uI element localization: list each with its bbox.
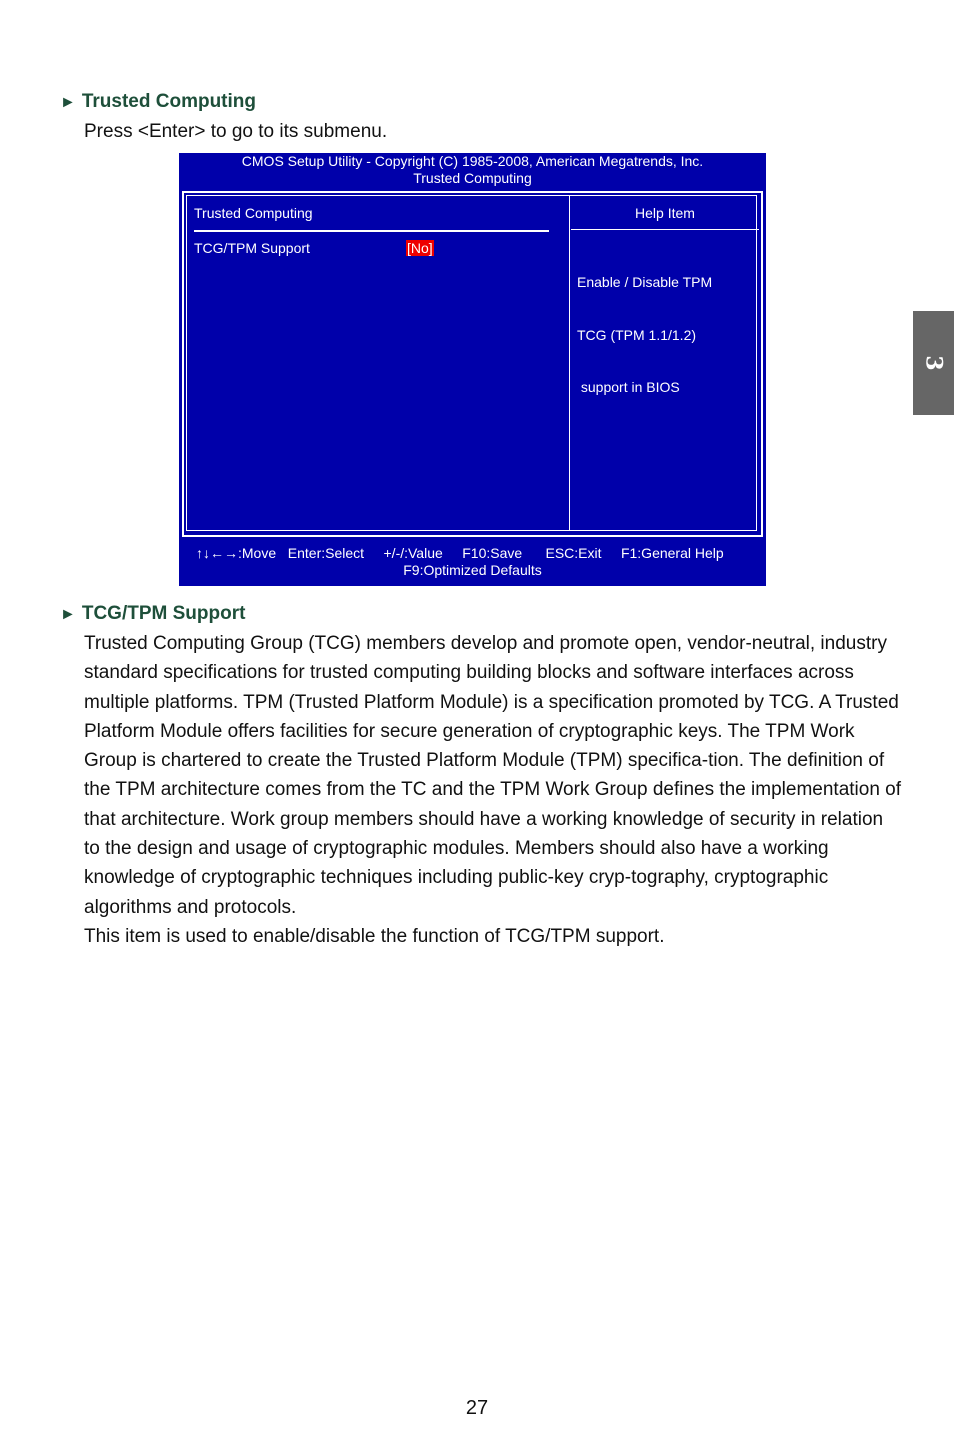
help-panel-title: Help Item <box>635 205 695 221</box>
tcg-tpm-support-label[interactable]: TCG/TPM Support <box>194 240 310 256</box>
bios-title-menu: Trusted Computing <box>413 170 532 186</box>
heading-text: TCG/TPM Support <box>81 603 246 624</box>
key-legend-defaults: F9:Optimized Defaults <box>403 562 542 578</box>
triangle-right-icon: ► <box>60 606 76 623</box>
help-line: TCG (TPM 1.1/1.2) <box>577 326 697 343</box>
note-text: This item is used to enable/disable the function of TCG/TPM support. <box>84 925 665 947</box>
help-panel-rule <box>571 229 759 230</box>
chapter-number: 3 <box>920 355 947 371</box>
bios-screen <box>179 153 766 586</box>
page-number: 27 <box>465 1397 489 1419</box>
chapter-tab <box>913 311 954 415</box>
tcg-tpm-support-value[interactable]: [No] <box>407 240 433 256</box>
section-heading-tcg-tpm-support <box>60 603 245 625</box>
body-text: Trusted Computing Group (TCG) members develop and promote open, vendor-neutral, industry standard specifications for trusted computing building blocks and software interfaces across multiple platforms. TPM (Trusted Platform Module) is a specification promoted by TCG. A Trusted Platform Module offers facilities for secure generation of cryptographic keys. The TPM Work Group is chartered to create the Trusted Platform Module (TPM) specifica-tion. The definition of the TPM architecture comes from the TC and the TPM Work Group defines the implementation of that architecture. Work group members should have a working knowledge of security in relation to the design and usage of cryptographic modules. Members should also have a working knowledge of cryptographic techniques including public-key cryp-tography, cryptographic algorithms and protocols. <box>84 633 902 918</box>
help-line: Enable / Disable TPM <box>577 274 713 290</box>
intro-paragraph <box>84 117 904 146</box>
left-panel-rule <box>194 230 549 232</box>
bios-title-copyright: CMOS Setup Utility - Copyright (C) 1985-2008, American Megatrends, Inc. <box>241 153 704 169</box>
panel-divider <box>569 196 570 530</box>
bios-title <box>179 153 766 187</box>
body-paragraph <box>84 629 904 951</box>
help-line: support in BIOS <box>577 379 680 395</box>
bios-frame <box>182 191 763 537</box>
key-legend: ↑↓←→:Move Enter:Select +/-/:Value F10:Save ESC:Exit F1:General Help <box>196 545 724 561</box>
bios-inner-frame <box>186 195 757 531</box>
left-panel-title: Trusted Computing <box>194 205 313 221</box>
section-heading-trusted-computing <box>60 91 256 113</box>
help-text <box>577 239 712 432</box>
triangle-right-icon: ► <box>60 94 76 111</box>
intro-text: Press <Enter> to go to its submenu. <box>84 121 388 142</box>
heading-text: Trusted Computing <box>81 91 256 112</box>
